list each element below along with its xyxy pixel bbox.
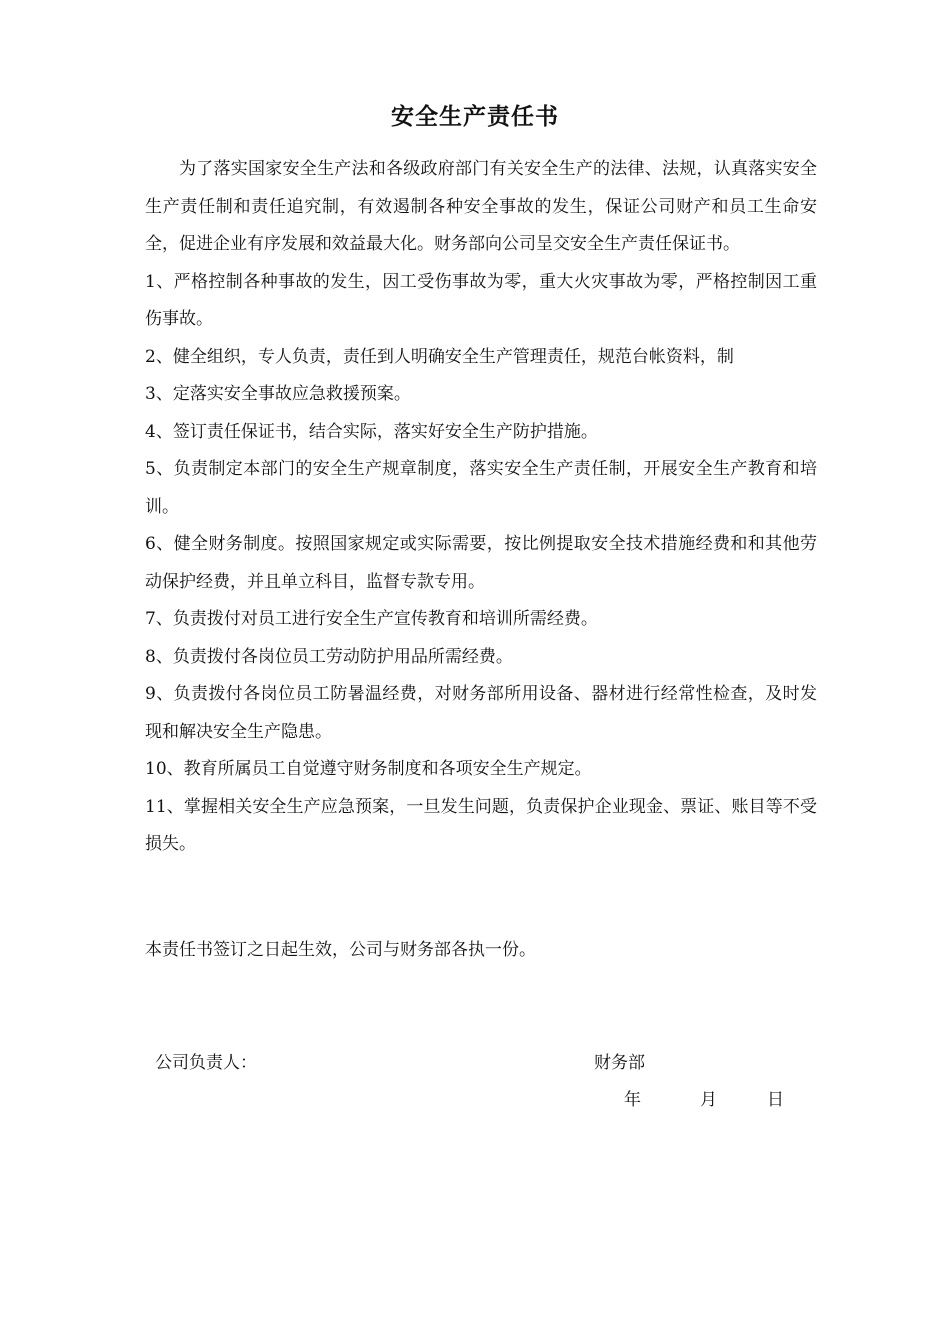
intro-paragraph: 为了落实国家安全生产法和各级政府部门有关安全生产的法律、法规，认真落实安全生产责任制和责任追究制，有效遏制各种安全事故的发生，保证公司财产和员工生命安全，促进企业有序发展和效益最大化。财务部向公司呈交安全生产责任保证书。 — [145, 159, 817, 254]
clause-item: 2、健全组织，专人负责，责任到人明确安全生产管理责任，规范台帐资料，制 — [145, 346, 734, 367]
date-month-label: 月 — [700, 1090, 717, 1110]
document-body — [145, 151, 817, 864]
date-day-label: 日 — [767, 1090, 784, 1110]
effective-statement: 本责任书签订之日起生效，公司与财务部各执一份。 — [145, 940, 536, 960]
clause-item: 5、负责制定本部门的安全生产规章制度，落实安全生产责任制，开展安全生产教育和培训。 — [145, 459, 817, 517]
clause-item: 8、负责拨付各岗位员工劳动防护用品所需经费。 — [145, 646, 513, 667]
clause-item: 3、定落实安全事故应急救援预案。 — [145, 384, 411, 404]
clause-item: 9、负责拨付各岗位员工防暑温经费，对财务部所用设备、器材进行经常性检查，及时发现和解决安全生产隐患。 — [145, 684, 817, 742]
clause-item: 6、健全财务制度。按照国家规定或实际需要，按比例提取安全技术措施经费和和其他劳动保护经费，并且单立科目，监督专款专用。 — [145, 534, 817, 592]
clause-item: 7、负责拨付对员工进行安全生产宣传教育和培训所需经费。 — [145, 609, 598, 629]
department-signature-label: 财务部 — [594, 1053, 645, 1073]
date-year-label: 年 — [624, 1090, 641, 1110]
clause-item: 11、掌握相关安全生产应急预案，一旦发生问题，负责保护企业现金、票证、账目等不受损失。 — [145, 796, 817, 854]
company-signature-label: 公司负责人： — [155, 1053, 257, 1073]
document-title: 安全生产责任书 — [391, 103, 559, 130]
clause-item: 10、教育所属员工自觉遵守财务制度和各项安全生产规定。 — [145, 759, 592, 779]
clause-item: 4、签订责任保证书，结合实际，落实好安全生产防护措施。 — [145, 421, 598, 442]
clause-item: 1、严格控制各种事故的发生，因工受伤事故为零，重大火灾事故为零，严格控制因工重伤事故。 — [145, 271, 817, 329]
